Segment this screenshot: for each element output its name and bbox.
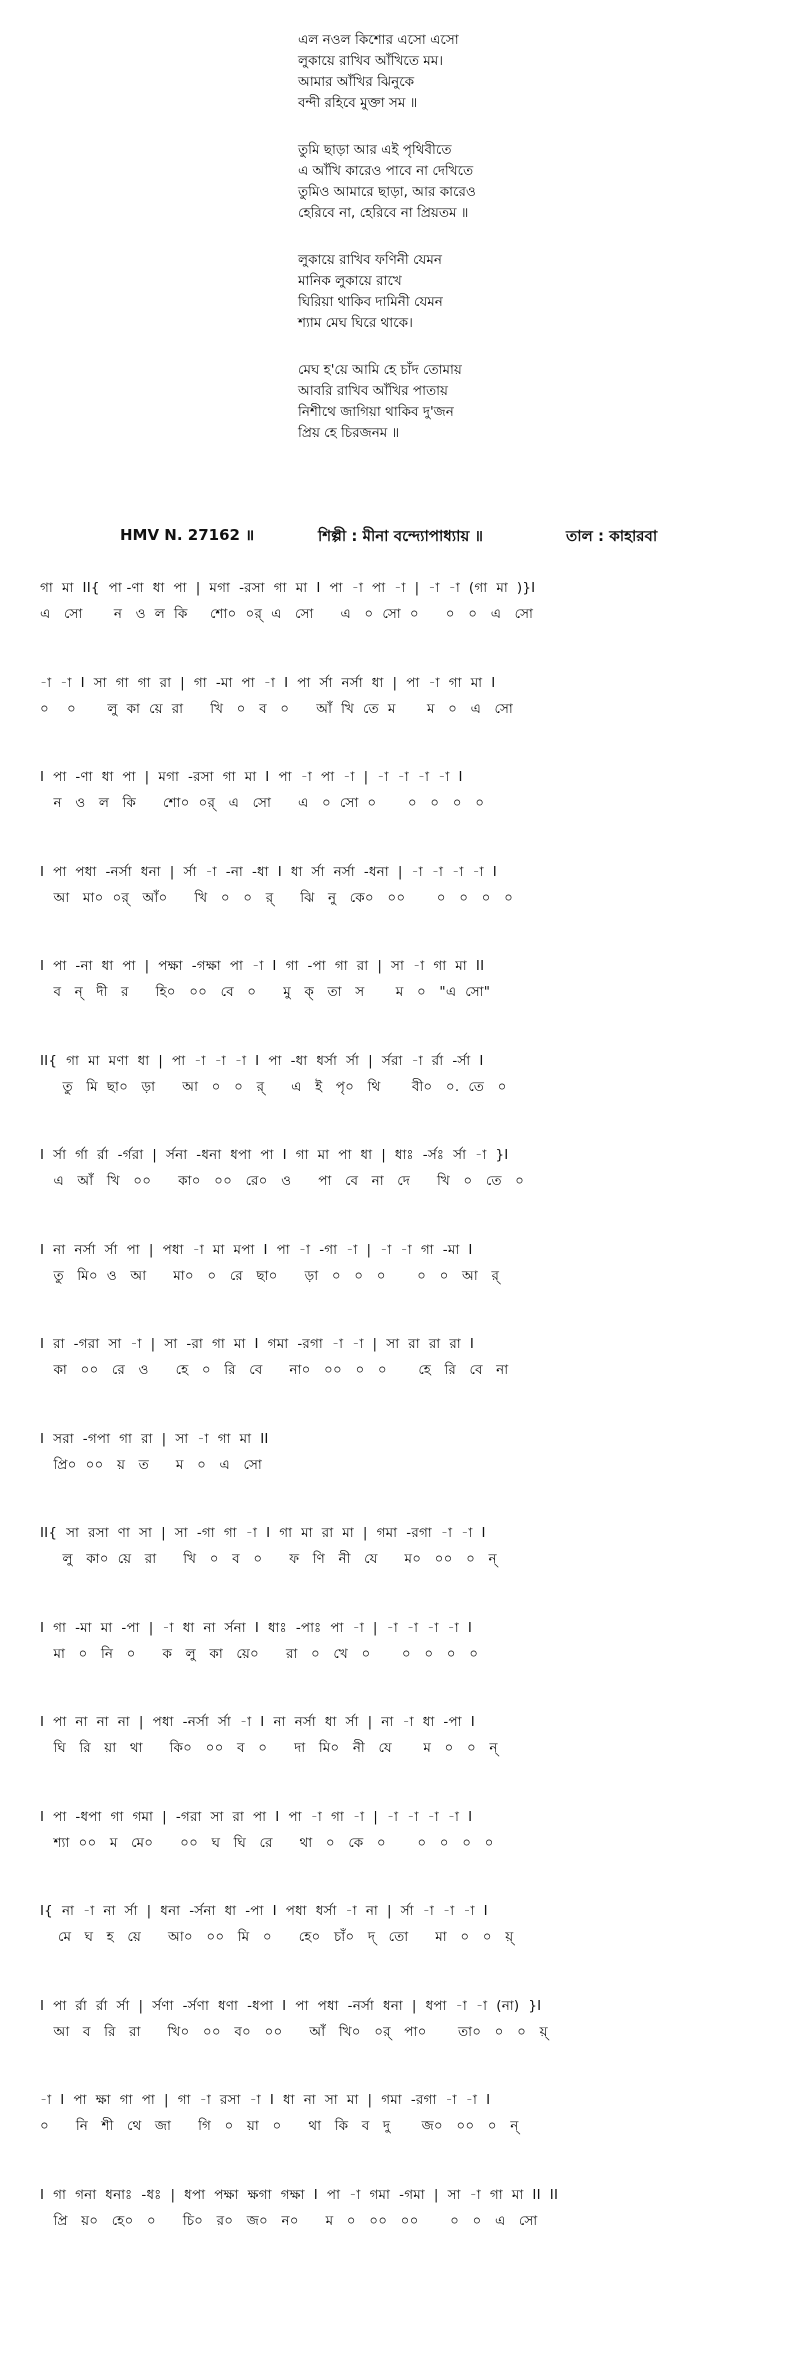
swara-line: I পা -না ধা পা | পক্ষা -গক্ষা পা -া I গা -পা গা রা | সা -া গা মা II xyxy=(40,958,485,974)
lyric-line: মানিক লুকায়ে রাখে xyxy=(298,273,402,289)
syllable-line: তু মি০ ও আ মা০ ০ রে ছা০ ড়া ০ ০ ০ ০ ০ আ র্ xyxy=(40,1267,500,1284)
artist-credit: শিল্পী : মীনা বন্দ্যোপাধ্যায় ॥ xyxy=(318,527,484,545)
swara-line: গা মা II{ পা -ণা ধা পা | মগা -রসা গা মা I পা -া পা -া | -া -া (গা মা )}I xyxy=(40,580,536,596)
swara-line: II{ সা রসা ণা সা | সা -গা গা -া I গা মা রা মা | গমা -রগা -া -া I xyxy=(40,1525,486,1541)
notation-row xyxy=(40,1334,770,1429)
notation-row xyxy=(40,673,770,768)
syllable-line: মা ০ নি ০ ক লু কা য়ে০ রা ০ খে ০ ০ ০ ০ ০ xyxy=(40,1645,479,1662)
notation-row xyxy=(40,2185,770,2280)
lyrics-stanza-2 xyxy=(298,140,738,224)
notation-row xyxy=(40,1051,770,1146)
syllable-line: ব ন্ দী র হি০ ০০ বে ০ মু ক্ তা স ম ০ "এ সো" xyxy=(40,984,491,1000)
swara-line: I গা -মা মা -পা | -া ধা না র্সনা I ধাঃ -পাঃ পা -া | -া -া -া -া I xyxy=(40,1619,473,1636)
syllable-line: প্রি য়০ হে০ ০ চি০ র০ জ০ ন০ ম ০ ০০ ০০ ০ ০ এ সো xyxy=(40,2212,538,2229)
notation-block xyxy=(40,578,770,2279)
notation-row xyxy=(40,1712,770,1807)
syllable-line: ০ ০ লু কা য়ে রা খি ০ ব ০ আঁ খি তে ম ম ০ এ সো xyxy=(40,700,514,717)
syllable-line: প্রি০ ০০ য় ত ম ০ এ সো xyxy=(40,1456,262,1473)
syllable-line: এ আঁ খি ০০ কা০ ০০ রে০ ও পা বে না দে খি ০ তে ০ xyxy=(40,1173,525,1189)
syllable-line: মে ঘ হ য়ে আ০ ০০ মি ০ হে০ চাঁ০ দ্ তো মা ০ ০ য়্ xyxy=(40,1929,514,1945)
lyric-line: আমার আঁখির ঝিনুকে xyxy=(298,74,415,90)
notation-row xyxy=(40,1996,770,2091)
syllable-line: ঘি রি য়া থা কি০ ০০ ব ০ দা মি০ নী যে ম ০ ০ ন্ xyxy=(40,1740,498,1756)
lyric-line: মেঘ হ'য়ে আমি হে চাঁদ তোমায় xyxy=(298,362,462,378)
lyric-line: হেরিবে না, হেরিবে না প্রিয়তম ॥ xyxy=(298,205,469,221)
syllable-line: লু কা০ য়ে রা খি ০ ব ০ ফ ণি নী যে ম০ ০০ ০ ন্ xyxy=(40,1551,497,1567)
lyric-line: লুকায়ে রাখিব আঁখিতে মম। xyxy=(298,53,444,69)
swara-line: I পা না না না | পধা -নর্সা র্সা -া I না নর্সা ধা র্সা | না -া ধা -পা I xyxy=(40,1714,475,1730)
lyric-line: লুকায়ে রাখিব ফণিনী যেমন xyxy=(298,252,442,268)
syllable-line: ০ নি শী থে জা গি ০ য়া ০ থা কি ব দু জ০ ০০ ০ ন্ xyxy=(40,2118,519,2134)
lyric-line: এল নওল কিশোর এসো এসো xyxy=(298,32,459,48)
syllable-line: শ্যা ০০ ম মে০ ০০ ঘ ঘি রে থা ০ কে ০ ০ ০ ০ ০ xyxy=(40,1834,494,1851)
swara-line: I র্সা র্গা র্রা -র্গরা | র্সনা -ধনা ধপা পা I গা মা পা ধা | ধাঃ -র্সঃ র্সা -া }I xyxy=(40,1147,509,1163)
syllable-line: তু মি ছা০ ড়া আ ০ ০ র্ এ ই পৃ০ থি বী০ ০. তে ০ xyxy=(40,1078,507,1095)
notation-row xyxy=(40,1145,770,1240)
lyric-line: বন্দী রহিবে মুক্তা সম ॥ xyxy=(298,95,418,111)
swara-line: I না নর্সা র্সা পা | পধা -া মা মপা I পা -া -গা -া | -া -া গা -মা I xyxy=(40,1241,473,1258)
lyric-line: তুমি ছাড়া আর এই পৃথিবীতে xyxy=(298,142,452,158)
notation-row xyxy=(40,956,770,1051)
syllable-line: এ সো ন ও ল কি শো০ ০র্ এ সো এ ০ সো ০ ০ ০ এ সো xyxy=(40,606,534,622)
lyrics-block xyxy=(298,30,738,470)
lyric-line: এ আঁখি কারেও পাবে না দেখিতে xyxy=(298,163,474,179)
swara-line: II{ গা মা মণা ধা | পা -া -া -া I পা -ধা ধর্সা র্সা | র্সরা -া র্রা -র্সা I xyxy=(40,1052,484,1069)
swara-line: -া I পা ক্ষা গা পা | গা -া রসা -া I ধা না সা মা | গমা -রগা -া -া I xyxy=(40,2092,491,2108)
syllable-line: আ মা০ ০র্ আঁ০ খি ০ ০ র্ ঝি নু কে০ ০০ ০ ০ ০ ০ xyxy=(40,889,514,906)
swara-line: I{ না -া না র্সা | ধনা -র্সনা ধা -পা I পধা ধর্সা -া না | র্সা -া -া -া I xyxy=(40,1903,488,1919)
swara-line: I পা র্রা র্রা র্সা | র্সণা -র্সণা ধণা -ধপা I পা পধা -নর্সা ধনা | ধপা -া -া (না) }I xyxy=(40,1997,542,2014)
notation-row xyxy=(40,862,770,957)
syllable-line: ন ও ল কি শো০ ০র্ এ সো এ ০ সো ০ ০ ০ ০ ০ xyxy=(40,795,485,811)
swara-line: I পা পধা -নর্সা ধনা | র্সা -া -না -ধা I ধা র্সা নর্সা -ধনা | -া -া -া -া I xyxy=(40,863,497,880)
record-number: HMV N. 27162 ॥ xyxy=(120,526,255,544)
syllable-line: আ ব রি রা খি০ ০০ ব০ ০০ আঁ খি০ ০র্ পা০ তা০ ০ ০ য়্ xyxy=(40,2023,548,2040)
lyric-line: নিশীথে জাগিয়া থাকিব দু'জন xyxy=(298,404,454,420)
swara-line: I রা -গরা সা -া | সা -রা গা মা I গমা -রগা -া -া | সা রা রা রা I xyxy=(40,1336,475,1352)
lyric-line: আবরি রাখিব আঁখির পাতায় xyxy=(298,383,448,399)
notation-row xyxy=(40,1240,770,1335)
notation-row xyxy=(40,578,770,673)
notation-row xyxy=(40,1429,770,1524)
lyric-line: প্রিয় হে চিরজনম ॥ xyxy=(298,425,400,441)
lyrics-stanza-4 xyxy=(298,360,738,444)
swara-line: I পা -ধপা গা গমা | -গরা সা রা পা I পা -া গা -া | -া -া -া -া I xyxy=(40,1808,473,1825)
swara-line: I সরা -গপা গা রা | সা -া গা মা II xyxy=(40,1430,269,1447)
swara-line: -া -া I সা গা গা রা | গা -মা পা -া I পা র্সা নর্সা ধা | পা -া গা মা I xyxy=(40,674,496,691)
swara-line: I পা -ণা ধা পা | মগা -রসা গা মা I পা -া পা -া | -া -া -া -া I xyxy=(40,769,463,785)
lyric-line: তুমিও আমারে ছাড়া, আর কারেও xyxy=(298,184,476,200)
notation-row xyxy=(40,1618,770,1713)
notation-row xyxy=(40,1901,770,1996)
notation-row xyxy=(40,1807,770,1902)
tala-label: তাল : কাহারবা xyxy=(566,527,658,545)
notation-row xyxy=(40,2090,770,2185)
lyrics-stanza-3 xyxy=(298,250,738,334)
lyric-line: শ্যাম মেঘ ঘিরে থাকে। xyxy=(298,315,413,331)
lyrics-stanza-1 xyxy=(298,30,738,114)
syllable-line: কা ০০ রে ও হে ০ রি বে না০ ০০ ০ ০ হে রি বে না xyxy=(40,1362,509,1378)
notation-row xyxy=(40,767,770,862)
swara-line: I গা গনা ধনাঃ -ধঃ | ধপা পক্ষা ক্ষগা গক্ষা I পা -া গমা -গমা | সা -া গা মা II II xyxy=(40,2186,559,2203)
song-header xyxy=(0,525,800,551)
notation-row xyxy=(40,1523,770,1618)
lyric-line: ঘিরিয়া থাকিব দামিনী যেমন xyxy=(298,294,443,310)
